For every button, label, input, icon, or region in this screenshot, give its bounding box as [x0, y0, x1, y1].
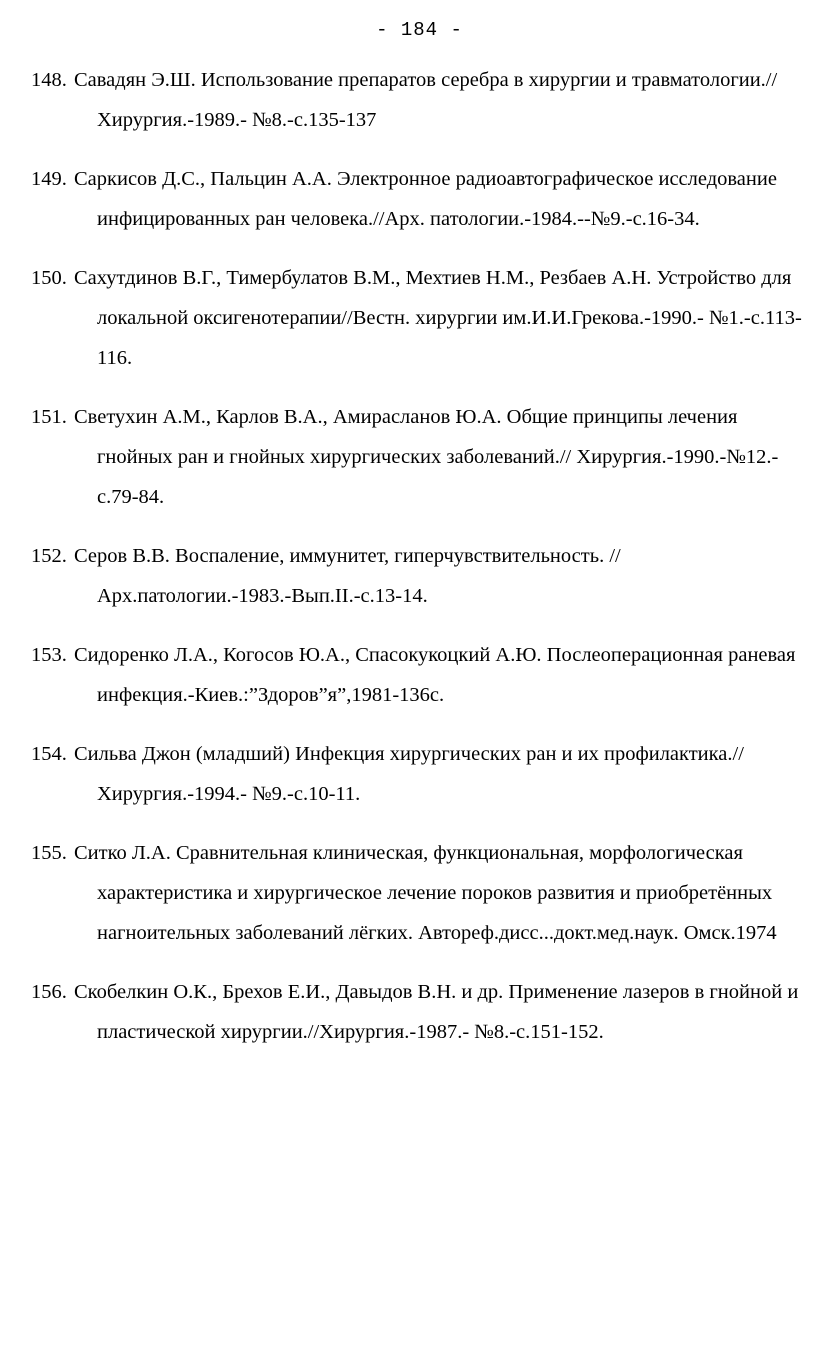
reference-number: 153. — [31, 644, 67, 666]
reference-text: Саркисов Д.С., Пальцин А.А. Электронное радиоавтографическое исследование инфицированных ран человека.//Арх. патологии.-1984.--№9.-с.16-34. — [74, 168, 777, 230]
reference-item — [31, 635, 811, 715]
reference-text: Серов В.В. Воспаление, иммунитет, гиперчувствительность. //Арх.патологии.-1983.-Вып.II.-с.13-14. — [74, 545, 621, 607]
reference-text: Скобелкин О.К., Брехов Е.И., Давыдов В.Н. и др. Применение лазеров в гнойной и пластической хирургии.//Хирургия.-1987.- №8.-с.151-152. — [74, 981, 799, 1043]
reference-text: Сидоренко Л.А., Когосов Ю.А., Спасокукоцкий А.Ю. Послеоперационная раневая инфекция.-Киев.:”Здоров”я”,1981-136с. — [74, 644, 796, 706]
reference-number: 152. — [31, 545, 67, 567]
reference-list — [31, 60, 811, 1071]
reference-text: Савадян Э.Ш. Использование препаратов серебра в хирургии и травматологии.//Хирургия.-1989.- №8.-с.135-137 — [74, 69, 778, 131]
reference-number: 156. — [31, 981, 67, 1003]
reference-number: 154. — [31, 743, 67, 765]
reference-text: Сильва Джон (младший) Инфекция хирургических ран и их профилактика.//Хирургия.-1994.- №9.-с.10-11. — [74, 743, 744, 805]
page-number: - 184 - — [376, 19, 463, 41]
reference-item — [31, 734, 811, 814]
reference-number: 150. — [31, 267, 67, 289]
reference-text: Ситко Л.А. Сравнительная клиническая, функциональная, морфологическая характеристика и хирургическое лечение пороков развития и приобретённых нагноительных заболеваний лёгких. Автореф.дисс...докт.мед.наук. Омск.1974 — [74, 842, 777, 944]
reference-number: 155. — [31, 842, 67, 864]
reference-number: 148. — [31, 69, 67, 91]
reference-item — [31, 258, 811, 378]
reference-number: 151. — [31, 406, 67, 428]
reference-item — [31, 60, 811, 140]
reference-item — [31, 972, 811, 1052]
reference-number: 149. — [31, 168, 67, 190]
reference-text: Сахутдинов В.Г., Тимербулатов В.М., Мехтиев Н.М., Резбаев А.Н. Устройство для локальной оксигенотерапии//Вестн. хирургии им.И.И.Грекова.-1990.- №1.-с.113-116. — [74, 267, 802, 369]
reference-item — [31, 159, 811, 239]
reference-item — [31, 833, 811, 953]
reference-text: Светухин А.М., Карлов В.А., Амирасланов Ю.А. Общие принципы лечения гнойных ран и гнойных хирургических заболеваний.// Хирургия.-1990.-№12.-с.79-84. — [74, 406, 779, 508]
reference-item — [31, 397, 811, 517]
reference-item — [31, 536, 811, 616]
